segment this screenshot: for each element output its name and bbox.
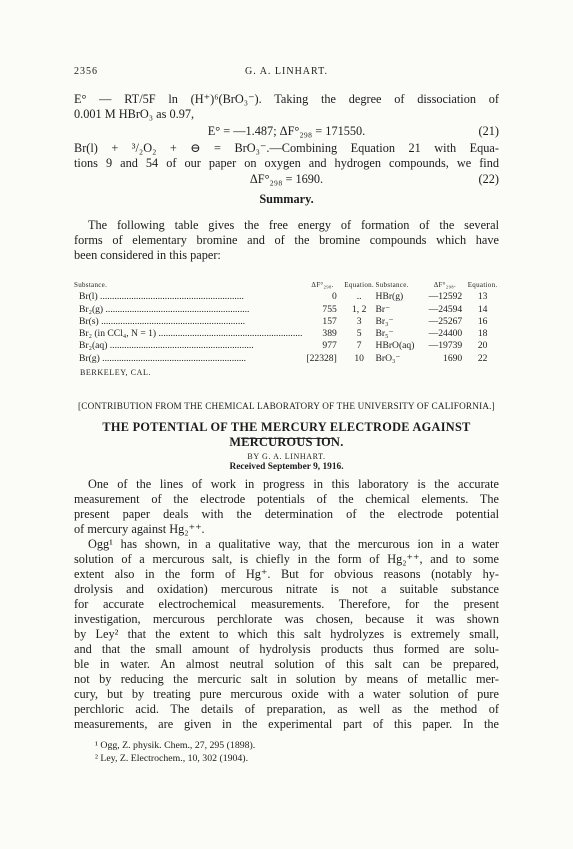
body-p1-line-2: measurement of the electrode potentials of the chemical elements. The bbox=[74, 492, 499, 506]
footnote-2: ² Ley, Z. Electrochem., 10, 302 (1904). bbox=[95, 753, 249, 764]
received-date: Received September 9, 1916. bbox=[229, 462, 344, 472]
equation-22 bbox=[74, 172, 499, 187]
substance-cell: Br₂(aq) ............................................................ bbox=[79, 340, 254, 352]
substance-cell: Br(g) ............................................................ bbox=[79, 352, 247, 364]
equation-cell: .. bbox=[356, 291, 362, 303]
equation-21-number: (21) bbox=[478, 124, 499, 138]
page-number: 2356 bbox=[74, 66, 98, 77]
equation-cell: 18 bbox=[477, 328, 488, 340]
equation-cell: 20 bbox=[477, 340, 488, 352]
signoff: BERKELEY, CAL. bbox=[80, 368, 152, 377]
equation-cell: 5 bbox=[356, 328, 362, 340]
body-p2-line: cury, but by treating pure mercurous oxide with a water solution of pure bbox=[74, 687, 499, 701]
body-p2-line: extent also in the form of Hg⁺. But for obvious reasons (notably hy- bbox=[74, 567, 499, 581]
free-energy-cell: 389 bbox=[322, 328, 337, 340]
body-p2-line: for accurate electrochemical measurements. Therefore, for the present bbox=[74, 597, 499, 611]
summary-heading: Summary. bbox=[259, 192, 314, 206]
table-row bbox=[74, 316, 499, 328]
footnote-1: ¹ Ogg, Z. physik. Chem., 27, 295 (1898). bbox=[95, 740, 256, 751]
body-p2-line: and that the small amount of hydrolysis products thus formed are solu- bbox=[74, 642, 499, 656]
summary-line-2: forms of elementary bromine and of the bromine compounds which have bbox=[74, 233, 499, 247]
free-energy-table bbox=[74, 279, 499, 365]
substance-cell: HBrO(aq) bbox=[375, 340, 415, 352]
free-energy-cell: —12592 bbox=[428, 291, 463, 303]
summary-line-1: The following table gives the free energy of formation of the several bbox=[88, 218, 499, 232]
substance-cell: Br(s) ............................................................ bbox=[79, 315, 246, 327]
free-energy-cell: 0 bbox=[332, 291, 337, 303]
body-p1-line-4: of mercury against Hg₂⁺⁺. bbox=[74, 522, 205, 536]
body-p2-line: by Ley² that the extent to which this salt hydrolyzes is extremely small, bbox=[74, 627, 499, 641]
body-p2-line: perchloric acid. The details of preparation, as well as the method of bbox=[74, 702, 499, 716]
table-row bbox=[74, 304, 499, 316]
equation-cell: 3 bbox=[356, 315, 362, 327]
header-substance-2: Substance. bbox=[375, 281, 409, 289]
substance-cell: Br₂ (in CCl₄, N = 1) ............................................................ bbox=[79, 328, 303, 340]
free-energy-cell: —19739 bbox=[428, 340, 463, 352]
equation-cell: 7 bbox=[356, 340, 362, 352]
body-p2-line: solution of a mercurous salt, is chiefly in the form of Hg₂⁺⁺, and to some bbox=[74, 552, 499, 566]
equation-cell: 14 bbox=[477, 303, 488, 315]
table-row bbox=[74, 328, 499, 340]
bro3-paragraph-line-2: tions 9 and 54 of our paper on oxygen and hydrogen compounds, we find bbox=[74, 156, 499, 170]
equation-cell: 16 bbox=[477, 315, 488, 327]
header-free-energy: ΔF°₂₉₈. bbox=[311, 281, 334, 289]
bro3-paragraph-line-1: Br(l) + ³/₂O₂ + ⊖ = BrO₃⁻.—Combining Equation 21 with Equa- bbox=[74, 141, 499, 155]
contribution-note: [CONTRIBUTION FROM THE CHEMICAL LABORATORY OF THE UNIVERSITY OF CALIFORNIA.] bbox=[78, 401, 495, 411]
free-energy-cell: [22328] bbox=[306, 352, 337, 364]
substance-cell: Br₂(g) ............................................................ bbox=[79, 303, 250, 315]
body-p2-line: Ogg¹ has shown, in a qualitative way, that the mercurous ion in a water bbox=[88, 537, 499, 551]
header-substance: Substance. bbox=[74, 281, 108, 289]
equation-21-text: E° = —1.487; ΔF°₂₉₈ = 171550. bbox=[207, 124, 366, 138]
body-p2-line: drolysis and oxidation) mercurous nitrate is not a suitable substance bbox=[74, 582, 499, 596]
intro-line-2: 0.001 M HBrO₃ as 0.97, bbox=[74, 107, 195, 121]
header-equation-2: Equation. bbox=[467, 281, 498, 289]
equation-cell: 22 bbox=[477, 352, 488, 364]
article-title-line-1: THE POTENTIAL OF THE MERCURY ELECTRODE AGAINST bbox=[102, 420, 471, 434]
substance-cell: Br(l) ............................................................ bbox=[79, 291, 244, 303]
table-header-row bbox=[74, 279, 499, 291]
summary-line-3: been considered in this paper: bbox=[74, 248, 221, 262]
article-title-line-2: MERCUROUS ION. bbox=[229, 435, 344, 449]
substance-cell: HBr(g) bbox=[375, 291, 404, 303]
equation-22-number: (22) bbox=[478, 172, 499, 186]
free-energy-cell: —24594 bbox=[428, 303, 463, 315]
substance-cell: Br₃⁻ bbox=[375, 315, 394, 327]
body-p1-line-1: One of the lines of work in progress in this laboratory is the accurate bbox=[88, 477, 499, 491]
free-energy-cell: 1690 bbox=[443, 352, 463, 364]
free-energy-cell: 755 bbox=[322, 303, 337, 315]
equation-21 bbox=[74, 124, 499, 139]
substance-cell: Br⁻ bbox=[375, 303, 391, 315]
running-title: G. A. LINHART. bbox=[245, 66, 328, 77]
body-p2-line: measurements, are given in the experimental part of this paper. In the bbox=[74, 717, 499, 731]
equation-22-text: ΔF°₂₉₈ = 1690. bbox=[249, 172, 324, 186]
equation-cell: 1, 2 bbox=[351, 303, 367, 315]
body-p2-line: not by reducing the mercuric salt in solution by means of metallic mer- bbox=[74, 672, 499, 686]
body-p2-line: ble in water. An almost neutral solution of this salt can be prepared, bbox=[74, 657, 499, 671]
table-body bbox=[74, 291, 499, 365]
header-equation: Equation. bbox=[344, 281, 375, 289]
article-byline: BY G. A. LINHART. bbox=[247, 452, 326, 461]
header-free-energy-2: ΔF°₂₉₈. bbox=[433, 281, 457, 289]
table-row bbox=[74, 291, 499, 303]
body-p2-line: investigation, mercurous perchlorate was chosen, because it was shown bbox=[74, 612, 499, 626]
body-p1-line-3: present paper deals with the determination of the electrode potential bbox=[74, 507, 499, 521]
free-energy-cell: 157 bbox=[322, 315, 337, 327]
free-energy-cell: —25267 bbox=[428, 315, 463, 327]
table-row bbox=[74, 353, 499, 365]
equation-cell: 10 bbox=[354, 352, 364, 364]
free-energy-cell: 977 bbox=[322, 340, 337, 352]
free-energy-cell: —24400 bbox=[428, 328, 463, 340]
table-row bbox=[74, 340, 499, 352]
intro-line-1: E° — RT/5F ln (H⁺)⁶(BrO₃⁻). Taking the degree of dissociation of bbox=[74, 92, 499, 106]
equation-cell: 13 bbox=[477, 291, 488, 303]
substance-cell: BrO₃⁻ bbox=[375, 352, 401, 364]
substance-cell: Br₅⁻ bbox=[375, 328, 394, 340]
